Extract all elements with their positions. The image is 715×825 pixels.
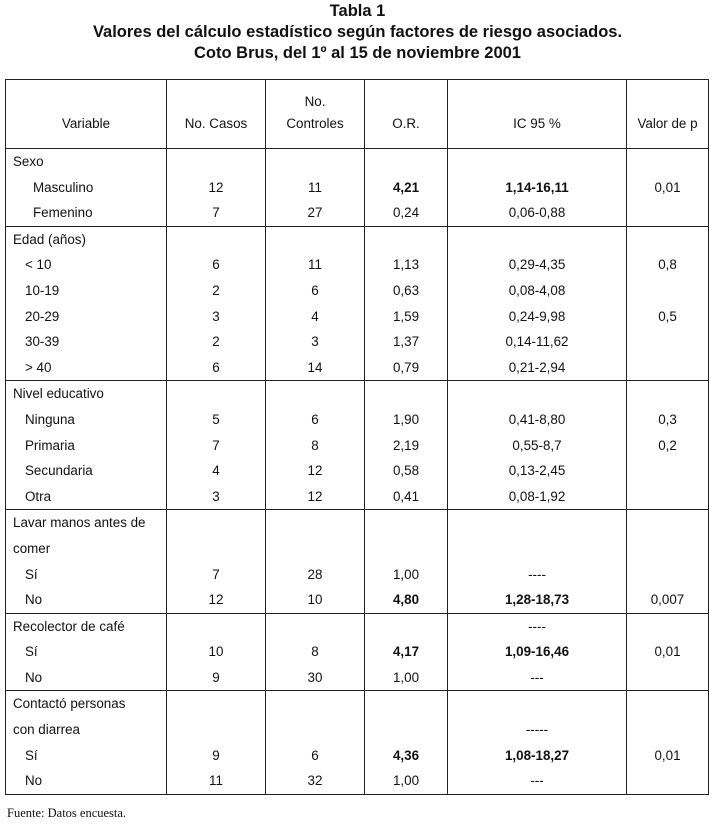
cell-or: 1,90: [365, 407, 448, 433]
cell-or: 0,41: [365, 484, 448, 510]
cell-p: [627, 691, 709, 717]
table-row: [6, 743, 709, 769]
row-label: Lavar manos antes de: [6, 510, 167, 536]
cell-controles: 8: [266, 433, 365, 459]
cell-controles: 11: [266, 252, 365, 278]
cell-controles: 32: [266, 768, 365, 794]
cell-controles: [266, 691, 365, 717]
row-label: Sexo: [6, 149, 167, 175]
cell-casos: 12: [167, 587, 266, 613]
cell-or: 1,00: [365, 665, 448, 691]
cell-controles: 4: [266, 304, 365, 330]
cell-controles: [266, 510, 365, 536]
cell-or: [365, 717, 448, 743]
cell-ic: ---: [448, 665, 627, 691]
cell-controles: 11: [266, 175, 365, 201]
header-variable: Variable: [6, 112, 167, 149]
table-row: [6, 278, 709, 304]
cell-ic: [448, 691, 627, 717]
cell-or: 4,21: [365, 175, 448, 201]
table-row-group-header: [6, 226, 709, 252]
header-p: Valor de p: [627, 112, 709, 149]
table-row-group-header: [6, 149, 709, 175]
cell-casos: [167, 613, 266, 639]
table-row: [6, 562, 709, 588]
cell-or: [365, 510, 448, 536]
cell-or: 0,24: [365, 200, 448, 226]
row-label: con diarrea: [6, 717, 167, 743]
cell-controles: [266, 381, 365, 407]
cell-ic: 1,09-16,46: [448, 639, 627, 665]
table-row: [6, 458, 709, 484]
table-row: [6, 484, 709, 510]
table-row: [6, 329, 709, 355]
cell-ic: 0,41-8,80: [448, 407, 627, 433]
table-row: [6, 768, 709, 794]
cell-controles: [266, 226, 365, 252]
cell-or: [365, 226, 448, 252]
table-row: [6, 587, 709, 613]
header-or: O.R.: [365, 112, 448, 149]
table-row: [6, 252, 709, 278]
cell-ic: 0,06-0,88: [448, 200, 627, 226]
cell-p: [627, 768, 709, 794]
cell-casos: [167, 510, 266, 536]
table-row-group-header: [6, 691, 709, 717]
cell-p: 0,01: [627, 175, 709, 201]
cell-casos: 7: [167, 562, 266, 588]
cell-p: [627, 458, 709, 484]
table-row: [6, 200, 709, 226]
table-row-group-header: [6, 536, 709, 562]
cell-ic: [448, 381, 627, 407]
source-footnote: Fuente: Datos encuesta.: [7, 806, 127, 820]
cell-casos: [167, 717, 266, 743]
table-subtitle: Coto Brus, del 1º al 15 de noviembre 2001: [194, 44, 521, 62]
cell-ic: [448, 226, 627, 252]
row-label: Otra: [6, 484, 167, 510]
cell-p: [627, 562, 709, 588]
cell-casos: [167, 149, 266, 175]
row-label: comer: [6, 536, 167, 562]
cell-or: [365, 691, 448, 717]
row-label: Sí: [6, 562, 167, 588]
row-label: Recolector de café: [6, 613, 167, 639]
table-number: Tabla 1: [329, 2, 386, 20]
cell-p: [627, 510, 709, 536]
cell-ic: 1,14-16,11: [448, 175, 627, 201]
header-ic-top: [448, 80, 627, 113]
cell-ic: 1,08-18,27: [448, 743, 627, 769]
cell-casos: 9: [167, 743, 266, 769]
cell-controles: 6: [266, 278, 365, 304]
cell-ic: ---: [448, 768, 627, 794]
row-label: Nivel educativo: [6, 381, 167, 407]
cell-or: 1,00: [365, 768, 448, 794]
cell-p: [627, 484, 709, 510]
cell-casos: 4: [167, 458, 266, 484]
table-row: [6, 433, 709, 459]
cell-controles: 14: [266, 355, 365, 381]
cell-p: 0,01: [627, 743, 709, 769]
row-label: Sí: [6, 639, 167, 665]
cell-casos: 7: [167, 433, 266, 459]
cell-ic: 0,55-8,7: [448, 433, 627, 459]
header-casos-top: [167, 80, 266, 113]
row-label: Primaria: [6, 433, 167, 459]
cell-controles: [266, 149, 365, 175]
cell-ic: 0,08-4,08: [448, 278, 627, 304]
cell-casos: 7: [167, 200, 266, 226]
cell-p: 0,5: [627, 304, 709, 330]
row-label: Femenino: [6, 200, 167, 226]
cell-casos: 2: [167, 329, 266, 355]
cell-casos: 9: [167, 665, 266, 691]
cell-casos: 11: [167, 768, 266, 794]
cell-or: [365, 613, 448, 639]
cell-controles: [266, 613, 365, 639]
cell-or: 0,58: [365, 458, 448, 484]
cell-casos: 12: [167, 175, 266, 201]
cell-or: [365, 536, 448, 562]
cell-or: 4,36: [365, 743, 448, 769]
row-label: > 40: [6, 355, 167, 381]
cell-controles: 12: [266, 484, 365, 510]
cell-p: [627, 536, 709, 562]
cell-p: [627, 613, 709, 639]
cell-casos: 10: [167, 639, 266, 665]
cell-or: 1,37: [365, 329, 448, 355]
cell-casos: 6: [167, 355, 266, 381]
cell-controles: 3: [266, 329, 365, 355]
header-controles: Controles: [266, 112, 365, 149]
cell-casos: 2: [167, 278, 266, 304]
cell-ic: -----: [448, 717, 627, 743]
cell-ic: [448, 149, 627, 175]
cell-casos: [167, 226, 266, 252]
cell-or: 4,17: [365, 639, 448, 665]
table-title: Valores del cálculo estadístico según factores de riesgo asociados.: [92, 23, 623, 41]
row-label: Contactó personas: [6, 691, 167, 717]
cell-or: [365, 381, 448, 407]
table-row: [6, 355, 709, 381]
cell-casos: 3: [167, 484, 266, 510]
cell-ic: ----: [448, 562, 627, 588]
cell-ic: [448, 510, 627, 536]
cell-casos: [167, 691, 266, 717]
cell-or: [365, 149, 448, 175]
row-label: No: [6, 587, 167, 613]
table-row: [6, 407, 709, 433]
table-row: [6, 175, 709, 201]
cell-p: 0,3: [627, 407, 709, 433]
cell-ic: 0,29-4,35: [448, 252, 627, 278]
header-p-top: [627, 80, 709, 113]
cell-p: [627, 149, 709, 175]
cell-controles: 6: [266, 407, 365, 433]
risk-factors-table: [5, 79, 709, 795]
cell-or: 2,19: [365, 433, 448, 459]
cell-ic: ----: [448, 613, 627, 639]
header-or-top: [365, 80, 448, 113]
table-row-group-header: [6, 381, 709, 407]
row-label: Secundaria: [6, 458, 167, 484]
header-ic: IC 95 %: [448, 112, 627, 149]
row-label: Masculino: [6, 175, 167, 201]
cell-casos: [167, 381, 266, 407]
cell-ic: 0,14-11,62: [448, 329, 627, 355]
cell-ic: 1,28-18,73: [448, 587, 627, 613]
cell-controles: [266, 717, 365, 743]
table-row: [6, 639, 709, 665]
cell-p: 0,007: [627, 587, 709, 613]
cell-casos: 6: [167, 252, 266, 278]
row-label: No: [6, 665, 167, 691]
table-row-group-header: [6, 613, 709, 639]
cell-casos: [167, 536, 266, 562]
cell-or: 1,59: [365, 304, 448, 330]
row-label: Edad (años): [6, 226, 167, 252]
row-label: < 10: [6, 252, 167, 278]
row-label: No: [6, 768, 167, 794]
cell-p: [627, 278, 709, 304]
cell-controles: 27: [266, 200, 365, 226]
cell-p: [627, 200, 709, 226]
cell-p: 0,8: [627, 252, 709, 278]
row-label: Ninguna: [6, 407, 167, 433]
cell-or: 0,79: [365, 355, 448, 381]
cell-ic: 0,13-2,45: [448, 458, 627, 484]
cell-controles: 12: [266, 458, 365, 484]
cell-ic: [448, 536, 627, 562]
table-row-group-header: [6, 717, 709, 743]
cell-controles: 30: [266, 665, 365, 691]
header-controles-top: No.: [266, 80, 365, 113]
table-row: [6, 304, 709, 330]
row-label: Sí: [6, 743, 167, 769]
table-row: [6, 665, 709, 691]
cell-p: [627, 717, 709, 743]
cell-p: 0,2: [627, 433, 709, 459]
row-label: 30-39: [6, 329, 167, 355]
cell-ic: 0,21-2,94: [448, 355, 627, 381]
cell-ic: 0,08-1,92: [448, 484, 627, 510]
cell-or: 1,00: [365, 562, 448, 588]
cell-controles: 6: [266, 743, 365, 769]
cell-p: [627, 355, 709, 381]
cell-casos: 5: [167, 407, 266, 433]
header-casos: No. Casos: [167, 112, 266, 149]
cell-p: [627, 226, 709, 252]
cell-p: 0,01: [627, 639, 709, 665]
cell-controles: 10: [266, 587, 365, 613]
cell-ic: 0,24-9,98: [448, 304, 627, 330]
table-row-group-header: [6, 510, 709, 536]
cell-controles: [266, 536, 365, 562]
cell-controles: 8: [266, 639, 365, 665]
cell-p: [627, 665, 709, 691]
cell-controles: 28: [266, 562, 365, 588]
row-label: 10-19: [6, 278, 167, 304]
cell-p: [627, 381, 709, 407]
row-label: 20-29: [6, 304, 167, 330]
cell-or: 4,80: [365, 587, 448, 613]
cell-or: 1,13: [365, 252, 448, 278]
cell-p: [627, 329, 709, 355]
cell-or: 0,63: [365, 278, 448, 304]
cell-casos: 3: [167, 304, 266, 330]
header-variable-top: [6, 80, 167, 113]
